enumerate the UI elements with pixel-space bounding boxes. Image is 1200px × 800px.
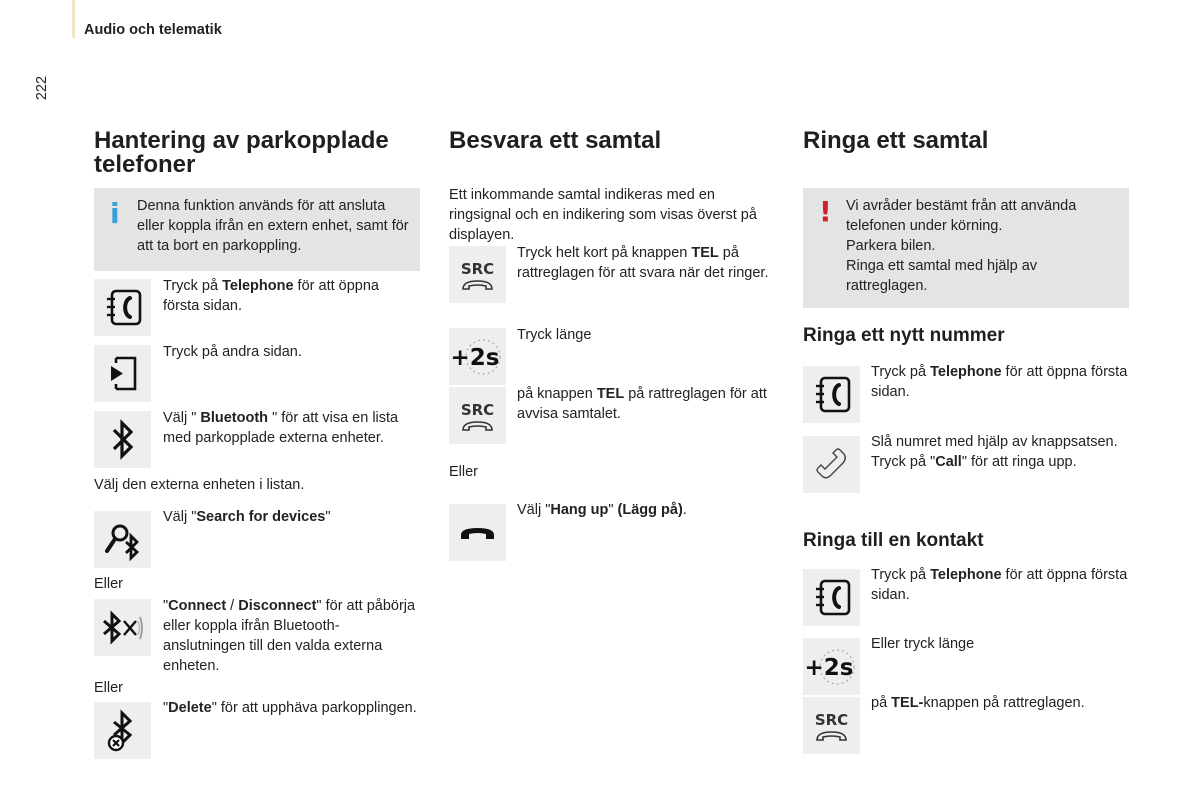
page-number: 222 bbox=[34, 75, 50, 101]
right-title: Ringa ett samtal bbox=[803, 127, 989, 154]
plus-2s-label: +2s bbox=[450, 345, 500, 371]
plus-2s-label: +2s bbox=[804, 655, 854, 681]
telephone-book-icon bbox=[803, 569, 860, 626]
left-step2-text: Tryck på andra sidan. bbox=[163, 344, 302, 360]
warning-note-line1: Vi avråder bestämt från att använda telefonen under körning. bbox=[846, 198, 1077, 234]
sub2-step3-text: på TEL-knappen på rattreglagen. bbox=[871, 695, 1085, 711]
warning-note bbox=[803, 188, 1129, 308]
sub2-step1-text: Tryck på Telephone för att öppna första sidan. bbox=[871, 567, 1128, 603]
hang-up-box[interactable] bbox=[449, 504, 506, 561]
src-tel-button-icon bbox=[803, 697, 860, 754]
long-press-box-2 bbox=[803, 638, 860, 695]
search-devices-icon-box[interactable] bbox=[94, 511, 151, 568]
src-button-box-3[interactable] bbox=[803, 697, 860, 754]
left-eller1: Eller bbox=[94, 576, 124, 592]
bluetooth-connect-icon bbox=[94, 599, 151, 656]
sub2-step2-text: Eller tryck länge bbox=[871, 636, 975, 652]
telephone-icon-box bbox=[94, 279, 151, 336]
middle-title: Besvara ett samtal bbox=[449, 127, 662, 154]
search-bluetooth-icon bbox=[94, 511, 151, 568]
sub1-step1-text: Tryck på Telephone för att öppna första sidan. bbox=[871, 364, 1128, 400]
src-button-box-2[interactable] bbox=[449, 387, 506, 444]
long-press-box bbox=[449, 328, 506, 385]
left-step6-text: "Delete" för att upphäva parkopplingen. bbox=[163, 700, 417, 716]
long-press-2s-icon bbox=[449, 328, 506, 385]
hang-up-icon bbox=[449, 504, 506, 561]
src-label: SRC bbox=[460, 401, 495, 419]
info-note bbox=[94, 188, 420, 271]
middle-step1-text: Tryck helt kort på knappen TEL på rattreglagen för att svara när det ringer. bbox=[517, 245, 769, 281]
warning-note-line2: Parkera bilen. bbox=[846, 238, 936, 254]
telephone-book-icon bbox=[803, 366, 860, 423]
src-tel-button-icon bbox=[449, 246, 506, 303]
telephone-icon-box-2[interactable] bbox=[803, 366, 860, 423]
left-para1: Välj den externa enheten i listan. bbox=[94, 477, 305, 493]
left-step1-text: Tryck på Telephone för att öppna första sidan. bbox=[163, 278, 379, 314]
phone-handset-icon bbox=[803, 436, 860, 493]
middle-step4-text: Välj "Hang up" (Lägg på). bbox=[517, 502, 687, 518]
warning-note-line3: Ringa ett samtal med hjälp av rattreglagen. bbox=[846, 258, 1038, 294]
call-icon-box[interactable] bbox=[803, 436, 860, 493]
sub2-title: Ringa till en kontakt bbox=[803, 530, 984, 551]
middle-eller: Eller bbox=[449, 464, 479, 480]
bluetooth-delete-icon bbox=[94, 702, 151, 759]
info-icon: i bbox=[110, 197, 120, 230]
bluetooth-icon bbox=[94, 411, 151, 468]
left-step5-text: "Connect / Disconnect" för att påbörja eller koppla ifrån Bluetooth-anslutningen till den valda externa enheten. bbox=[163, 598, 416, 674]
warning-icon: ! bbox=[819, 195, 832, 228]
left-eller2: Eller bbox=[94, 680, 124, 696]
src-button-box[interactable] bbox=[449, 246, 506, 303]
left-step4-text: Välj "Search for devices" bbox=[163, 509, 331, 525]
middle-step3-text: på knappen TEL på rattreglagen för att avvisa samtalet. bbox=[517, 386, 767, 422]
left-title: Hantering av parkopplade telefoner bbox=[94, 127, 389, 178]
header-accent-bar bbox=[72, 0, 75, 38]
src-label: SRC bbox=[814, 711, 849, 729]
second-page-icon-box[interactable] bbox=[94, 345, 151, 402]
left-step3-text: Välj " Bluetooth " för att visa en lista med parkopplade externa enheter. bbox=[163, 410, 399, 446]
middle-step2-text: Tryck länge bbox=[517, 327, 592, 343]
info-note-text: Denna funktion används för att ansluta eller koppla ifrån en extern enhet, samt för att ta bort en parkoppling. bbox=[137, 198, 409, 254]
middle-intro: Ett inkommande samtal indikeras med en ringsignal och en indikering som visas överst på displayen. bbox=[449, 187, 757, 243]
sub1-step2-line-a: Slå numret med hjälp av knappsatsen. bbox=[871, 434, 1118, 450]
delete-pairing-icon-box[interactable] bbox=[94, 702, 151, 759]
telephone-icon-box-3[interactable] bbox=[803, 569, 860, 626]
long-press-2s-icon bbox=[803, 638, 860, 695]
sub1-step2-text bbox=[871, 432, 1129, 472]
connect-disconnect-icon-box[interactable] bbox=[94, 599, 151, 656]
next-page-icon bbox=[94, 345, 151, 402]
sub1-title: Ringa ett nytt nummer bbox=[803, 325, 1005, 346]
src-tel-button-icon bbox=[449, 387, 506, 444]
telephone-book-icon bbox=[94, 279, 151, 336]
section-title: Audio och telematik bbox=[84, 22, 222, 38]
bluetooth-icon-box[interactable] bbox=[94, 411, 151, 468]
sub1-step2-line-b: Tryck på "Call" för att ringa upp. bbox=[871, 454, 1077, 470]
src-label: SRC bbox=[460, 260, 495, 278]
